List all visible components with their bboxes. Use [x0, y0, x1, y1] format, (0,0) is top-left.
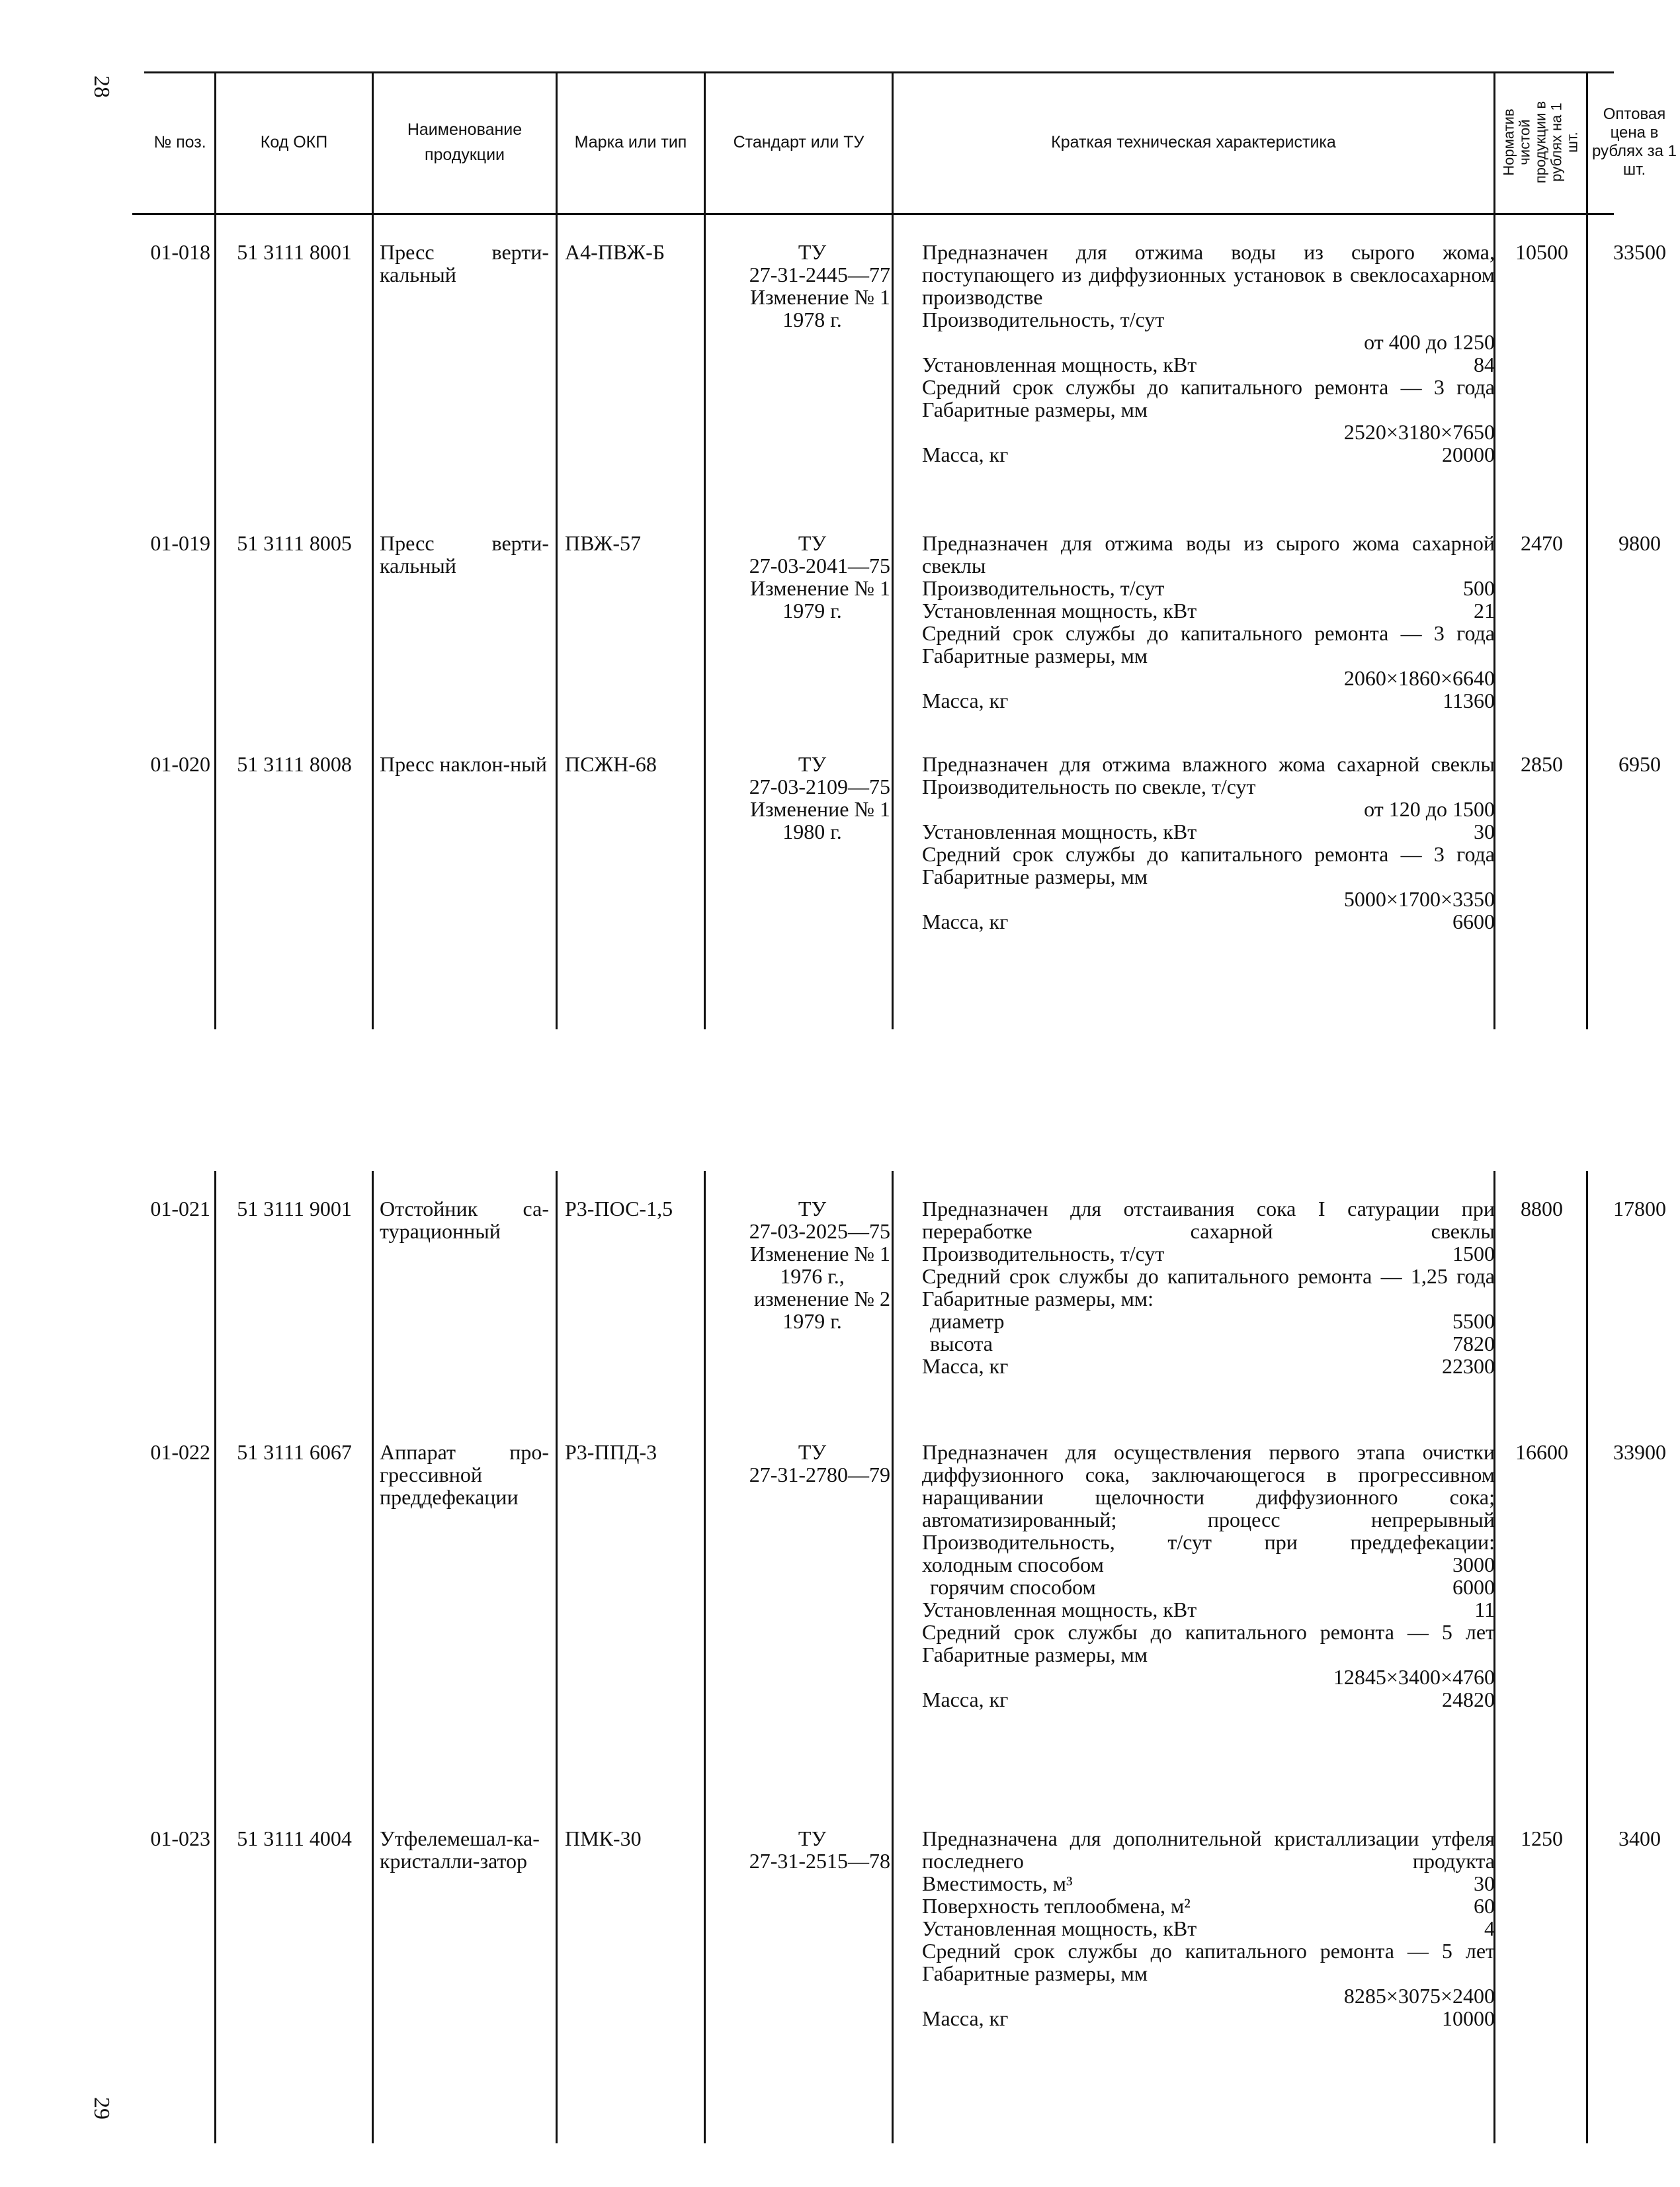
description: Предназначен для отстаивания сока I сатурации при переработке сахарной свеклы Производительность, т/сут 1500 Средний срок службы до капитального ремонта — 1,25 года Габаритные размеры, мм: диаметр 5500 высота 7820 Масса, кг 22300 — [922, 1197, 1495, 1378]
pos: 01-018 — [150, 240, 210, 264]
pos: 01-020 — [150, 752, 210, 776]
description: Предназначена для дополнительной кристаллизации утфеля последнего продукта Вместимость, м³ 30 Поверхность теплообмена, м² 60 Установленная мощность, кВт 4 Средний срок службы до капитального ремонта — 5 лет Габаритные размеры, мм 8285×3075×2400 Масса, кг 10000 — [922, 1826, 1495, 2030]
column-rule — [556, 1171, 558, 2143]
header-bottom-rule — [132, 213, 1614, 215]
pos: 01-023 — [150, 1826, 210, 1850]
header-mark: Марка или тип — [574, 133, 687, 151]
column-rule — [214, 71, 216, 1029]
okp-code: 51 3111 4004 — [237, 1826, 352, 1850]
standard: ТУ 27-03-2109—75 Изменение № 1 1980 г. — [749, 752, 890, 843]
okp-code: 51 3111 8001 — [237, 240, 352, 264]
standard: ТУ 27-31-2515—78 — [749, 1826, 890, 1873]
price-value: 6950 — [1618, 752, 1661, 776]
page-number-top: 28 — [89, 75, 114, 98]
standard: ТУ 27-03-2041—75 Изменение № 1 1979 г. — [749, 531, 890, 622]
product-table-page-29 — [132, 1171, 1666, 2143]
norm-value: 8800 — [1521, 1197, 1563, 1221]
header-name: Наименование продукции — [407, 120, 523, 164]
mark: Р3-ППД-3 — [565, 1440, 657, 1464]
description: Предназначен для отжима воды из сырого жома, поступающего из диффузионных установок в свеклосахарном производстве Производительность, т/сут от 400 до 1250 Установленная мощность, кВт 84 Средний срок службы до капитального ремонта — 3 года Габаритные размеры, мм 2520×3180×7650 Масса, кг 20000 — [922, 240, 1495, 466]
okp-code: 51 3111 9001 — [237, 1197, 352, 1221]
mark: ПСЖН-68 — [565, 752, 657, 776]
norm-value: 16600 — [1515, 1440, 1568, 1464]
column-rule — [1586, 71, 1588, 1029]
header-pos: № поз. — [153, 133, 206, 151]
norm-value: 1250 — [1521, 1826, 1563, 1850]
product-name: Пресс наклон-ный — [380, 752, 547, 776]
price-value: 33900 — [1613, 1440, 1666, 1464]
pos: 01-019 — [150, 531, 210, 555]
page-number-bottom: 29 — [89, 2097, 114, 2120]
product-name: Пресс верти-кальный — [380, 531, 549, 578]
norm-value: 2850 — [1521, 752, 1563, 776]
okp-code: 51 3111 6067 — [237, 1440, 352, 1464]
header-code: Код ОКП — [260, 133, 328, 151]
header-norm: Норматив чистой продукции в рублях на 1 шт. — [1500, 101, 1581, 184]
okp-code: 51 3111 8005 — [237, 531, 352, 555]
product-name: Аппарат про-грессивной преддефекации — [380, 1440, 549, 1509]
column-rule — [214, 1171, 216, 2143]
norm-value: 2470 — [1521, 531, 1563, 555]
product-name: Утфелемешал-ка-кристалли-затор — [380, 1826, 540, 1873]
column-rule — [892, 1171, 894, 2143]
product-table-page-28 — [132, 71, 1677, 1029]
header-description: Краткая техническая характеристика — [1051, 133, 1336, 151]
mark: А4-ПВЖ-Б — [565, 240, 665, 264]
header-standard: Стандарт или ТУ — [733, 133, 864, 151]
price-value: 33500 — [1613, 240, 1666, 264]
description: Предназначен для отжима воды из сырого жома сахарной свеклы Производительность, т/сут 500 Установленная мощность, кВт 21 Средний срок службы до капитального ремонта — 3 года Габаритные размеры, мм 2060×1860×6640 Масса, кг 11360 — [922, 531, 1495, 712]
product-name: Отстойник са-турационный — [380, 1197, 549, 1243]
column-rule — [1586, 1171, 1588, 2143]
standard: ТУ 27-31-2445—77 Изменение № 1 1978 г. — [749, 240, 890, 331]
product-name: Пресс верти-кальный — [380, 240, 549, 286]
description: Предназначен для отжима влажного жома сахарной свеклы Производительность по свекле, т/сут от 120 до 1500 Установленная мощность, кВт 30 Средний срок службы до капитального ремонта — 3 года Габаритные размеры, мм 5000×1700×3350 Масса, кг 6600 — [922, 752, 1495, 933]
mark: Р3-ПОС-1,5 — [565, 1197, 673, 1221]
mark: ПМК-30 — [565, 1826, 642, 1850]
mark: ПВЖ-57 — [565, 531, 641, 555]
description: Предназначен для осуществления первого этапа очистки диффузионного сока, заключающегося в прогрессивном наращивании щелочности диффузионного сока; автоматизированный; процесс непрерывный Производительность, т/сут при преддефекации: холодным способом 3000 горячим способом 6000 Установленная мощность, кВт 11 Средний срок службы до капитального ремонта — 5 лет Габаритные размеры, мм 12845×3400×4760 Масса, кг 24820 — [922, 1440, 1495, 1711]
column-rule — [556, 71, 558, 1029]
header-price: Оптовая цена в рублях за 1 шт. — [1591, 105, 1677, 179]
norm-value: 10500 — [1515, 240, 1568, 264]
column-rule — [704, 1171, 706, 2143]
standard: ТУ 27-03-2025—75 Изменение № 1 1976 г., изменение № 2 1979 г. — [749, 1197, 890, 1333]
price-value: 9800 — [1618, 531, 1661, 555]
column-rule — [892, 71, 894, 1029]
pos: 01-021 — [150, 1197, 210, 1221]
okp-code: 51 3111 8008 — [237, 752, 352, 776]
pos: 01-022 — [150, 1440, 210, 1464]
column-rule — [372, 71, 374, 1029]
standard: ТУ 27-31-2780—79 — [749, 1440, 890, 1486]
price-value: 17800 — [1613, 1197, 1666, 1221]
column-rule — [372, 1171, 374, 2143]
price-value: 3400 — [1618, 1826, 1661, 1850]
